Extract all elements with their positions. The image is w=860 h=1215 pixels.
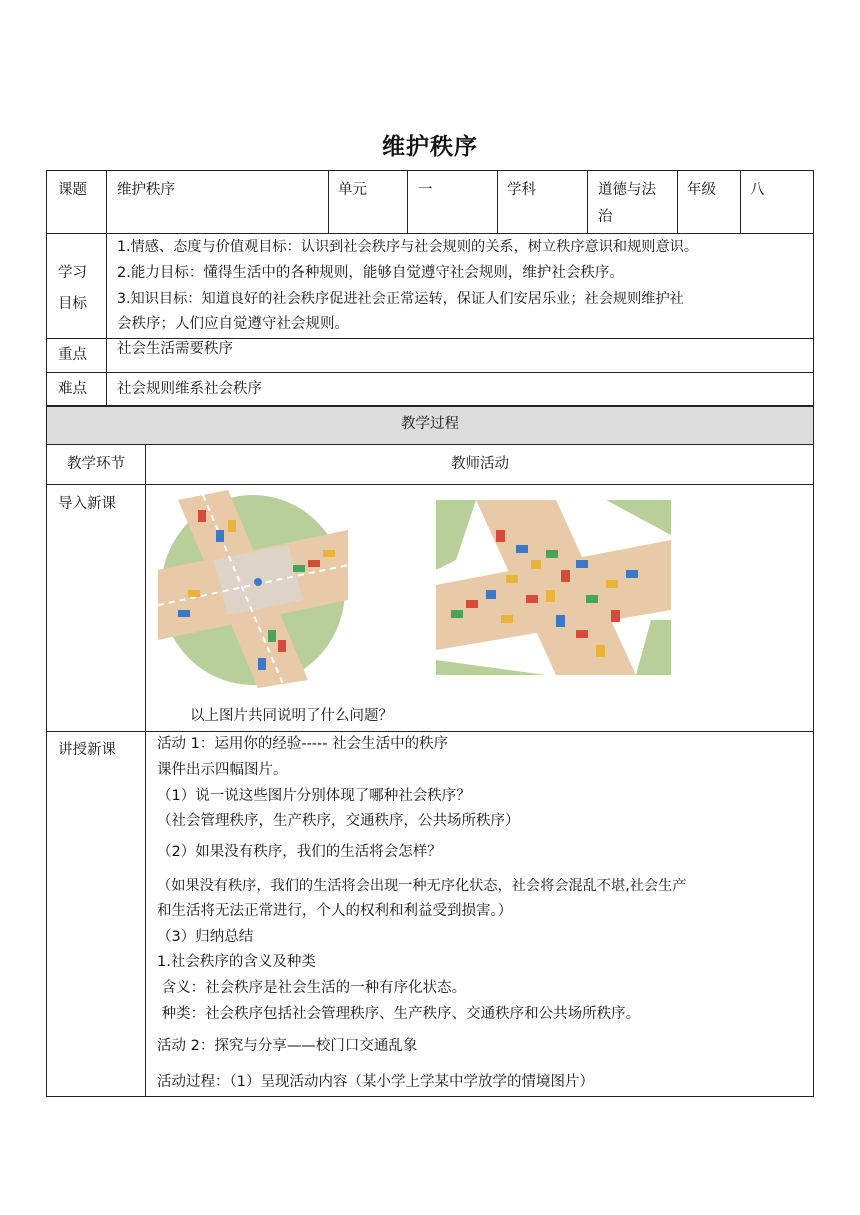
process-header: 教学过程 <box>401 416 459 432</box>
key-point-value: 社会生活需要秩序 <box>117 341 233 357</box>
teaching-line-2: 课件出示四幅图片。 <box>157 762 288 778</box>
teaching-line-4: （社会管理秩序，生产秩序，交通秩序，公共场所秩序） <box>157 813 520 829</box>
goals-label-line1: 学习 <box>58 265 87 281</box>
teaching-line-8: （3）归纳总结 <box>157 929 254 945</box>
teaching-line-11: 种类：社会秩序包括社会管理秩序、生产秩序、交通秩序和公共场所秩序。 <box>157 1006 641 1022</box>
goals-label-line2: 目标 <box>58 296 87 312</box>
teaching-line-12: 活动 2：探究与分享——校门口交通乱象 <box>157 1038 418 1054</box>
intro-question: 以上图片共同说明了什么问题？ <box>190 708 393 724</box>
subject-value-line2: 治 <box>598 209 613 225</box>
subject-label: 学科 <box>507 182 536 198</box>
page-title: 维护秩序 <box>382 134 478 160</box>
goal-line-3a: 3.知识目标：知道良好的社会秩序促进社会正常运转，保证人们安居乐业；社会规则维护社 <box>117 291 684 307</box>
grade-label: 年级 <box>687 182 716 198</box>
teaching-line-7: 和生活将无法正常进行，个人的权利和利益受到损害。） <box>157 903 513 919</box>
teaching-line-13: 活动过程：（1）呈现活动内容（某小学上学某中学放学的情境图片） <box>157 1074 594 1090</box>
teaching-line-9: 1.社会秩序的含义及种类 <box>157 954 316 970</box>
teaching-line-1: 活动 1：运用你的经验----- 社会生活中的秩序 <box>157 736 449 752</box>
goal-line-3b: 会秩序；人们应自觉遵守社会规则。 <box>117 316 349 332</box>
intro-label: 导入新课 <box>58 496 116 512</box>
goal-line-1: 1.情感、态度与价值观目标：认识到社会秩序与社会规则的关系，树立秩序意识和规则意识。 <box>117 239 699 255</box>
column-activity: 教师活动 <box>451 456 509 472</box>
teaching-line-10: 含义：社会秩序是社会生活的一种有序化状态。 <box>157 980 467 996</box>
unit-label: 单元 <box>338 182 367 198</box>
topic-value: 维护秩序 <box>117 182 175 198</box>
unit-value: 一 <box>418 182 433 198</box>
column-stage: 教学环节 <box>67 456 125 472</box>
key-point-label: 重点 <box>58 347 87 363</box>
orderly-traffic-illustration <box>158 490 348 688</box>
difficulty-value: 社会规则维系社会秩序 <box>117 381 262 397</box>
grade-value: 八 <box>750 182 765 198</box>
teaching-line-6: （如果没有秩序，我们的生活将会出现一种无序化状态，社会将会混乱不堪,社会生产 <box>157 878 687 894</box>
teaching-line-5: （2）如果没有秩序，我们的生活将会怎样？ <box>157 844 442 860</box>
difficulty-label: 难点 <box>58 381 87 397</box>
teaching-line-3: （1）说一说这些图片分别体现了哪种社会秩序？ <box>157 788 471 804</box>
goal-line-2: 2.能力目标：懂得生活中的各种规则，能够自觉遵守社会规则，维护社会秩序。 <box>117 265 624 281</box>
subject-value-line1: 道德与法 <box>598 182 656 198</box>
topic-label: 课题 <box>58 182 87 198</box>
chaotic-traffic-illustration <box>436 500 671 675</box>
teaching-label: 讲授新课 <box>58 742 116 758</box>
